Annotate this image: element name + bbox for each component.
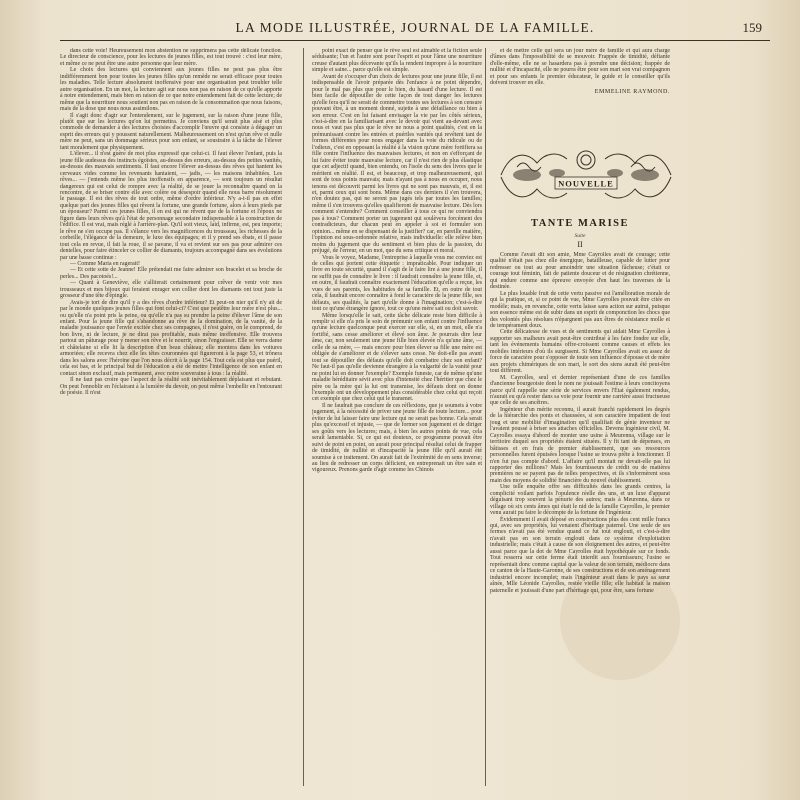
- paragraph: Une telle enquête offre ses difficultés dans les grands centres, la complicité voilant parfois l'opulence réelle des uns, et un luxe d'apparat déguisant trop souvent la pénurie des autres; mais à Meurenna, dans ce village où six cents âmes qui était le nid de la famille Cayrolles, le premier venu aurait pu faire le décompte de la fortune de l'ingénieur.: [490, 484, 670, 517]
- chapter-number: II: [577, 240, 583, 249]
- paragraph: Le choix des lectures qui conviennent aux jeunes filles ne peut pas plus être indifféremment bon pour toutes les jeunes filles qu'un remède ne serait efficace pour toutes les maladies. Telle lecture absolument inoffensive pour une organisation peut troubler telle autre organisation. En un mot, la lecture agit sur nous non pas en raison de ce qu'elle apporte à notre entendement, mais bien en raison de ce que notre entendement fait de cette lecture; de même que la nourriture nous soutient non pas en raison de la consommation que nous faisons, mais de la dose que nous nous assimilons.: [60, 67, 282, 113]
- column-divider: [485, 48, 486, 786]
- paragraph: Même lorsqu'elle le sait, cette tâche délicate reste bien difficile à remplir si elle n'a pris le soin de prémunir son enfant contre l'influence qu'une lecture quelconque peut exercer sur elle, si, en un mot, elle n'a fortifié, sans cesse améliorer et élevé son âme. Je pourrais dire leur âme, car, non seulement une jeune fille bien élevée n'a qu'une âme, — celle de sa mère, — mais encore pour bien élever sa fille une mère est obligée de s'améliorer et de s'élever sans cesse. Ne doit-elle pas avant tout se dépouiller des défauts qu'elle doit combattre chez son enfant? Ne faut-il pas qu'elle devienne étrangère à la vulgarité de la vanité pour ne point lui en donner l'exemple? Exemple funeste, car de même qu'une maladie héréditaire sévit avec plus d'intensité chez l'héritier que chez le père ou la mère qui la lui ont transmise, les défauts dont on donne l'exemple ont un développement plus considérable chez celui qui reçoit cet exemple que chez celui qui le transmet.: [312, 312, 482, 403]
- nouvelle-vignette: [497, 145, 675, 205]
- ornament-leaf: [607, 169, 623, 177]
- paragraph: M. Cayrolles, seul et dernier représentant d'une de ces familles d'ancienne bourgeoisie dont le nom ne jouissait l'estime à leurs concitoyens parce qu'il rappelle une série de services envers l'État également rendus, n'aurait eu qu'à rester dans sa voie pour fournir une carrière aussi fructueuse que celle de ses ancêtres.: [490, 374, 670, 407]
- paragraph: — Quant à Geneviève, elle s'alliterait certainement pour crêver de venir voir mes trousseaux et mes bijoux qui feraient enrager son collier dont les diamants ont tout juste la grosseur d'une tête d'épingle.: [60, 280, 282, 300]
- text-column-3-top: [490, 48, 670, 140]
- ornament-medallion: [577, 151, 595, 169]
- paragraph: Ingénieur d'un mérite reconnu, il aurait franchi rapidement les degrés de la hiérarchie des ponts et chaussées, si son caractère impatient de tout joug et une mobilité d'imagination qu'il qualifiait de génie inventeur ne l'avaient poussé à briser ses attaches officielles. Devenu ingénieur civil, M. Cayrolles essaya d'abord de monter une usine à Meurenna, village sur le territoire duquel ses propriétés étaient situées. Il y fit tant de dépenses, en bâtisses et en frais de premier établissement, que ses ressources personnelles furent épuisées lorsque l'usine se trouva prête à fonctionner. Il n'en fut pas compte d'abord. L'affaire qu'il montait ne devait-elle pas lui rapporter des millions? Mais les fournisseurs de crédit ou de matières premières ne se payent pas de telles perspectives, et ils s'informèrent sous main des moyens de solidité financière du nouvel établissement.: [490, 406, 670, 484]
- ornament-medallion: [581, 155, 591, 165]
- column-divider: [303, 48, 304, 786]
- text-column-1: [60, 48, 282, 786]
- paragraph: — Et cette sotte de Jeanne! Elle prétendait me faire admirer son bracelet et sa broche de perles... Des pacotoés!...: [60, 267, 282, 280]
- ornament-leaf: [549, 169, 565, 177]
- page-number: 159: [742, 20, 762, 35]
- vignette-label: NOUVELLE: [558, 178, 614, 189]
- paragraph: — Comme Maria en ragerait!: [70, 260, 141, 267]
- paragraph: L'élever... il n'est guère de mot plus expressif que celui-ci. Il faut élever l'enfant, puis la jeune fille audessus des instincts égoïstes, au-dessus des erreurs, au-dessus des petites vanités, au-dessus des mauvais sentiments. Il faut encore l'élever au-dessus des rêves qui hantent les cerveaux vides comme les revenants hantaient, — jadis, — les maisons inhabitées. Les rêves... — j'entends même les plus inoffensifs en apparence, — sont toujours un résultat dangereux qui est celui de rompre avec la réalité, de se jouer la reconnaître quand on la rencontre, de se briser contre elle avec colère ou désespoir quand elle nous barre résolument le passage. Il est des rêves de tout ordre, même d'ordre inférieur. N'y a-t-il pas en effet quelque part des jeunes filles qui rêvent la fortune, une grande fortune, alors à leurs pieds par un épouseur? Parmi ces jeunes filles, il en est qui ne rêvent que de la fortune et l'époux ne figure dans leurs rêves qu'à l'état de personnage secondaire indispensable à la construction de l'édifice. Il est vrai, mais réglé à l'arrière-plan. Qu'il soit vieux, laid, infirme, est, peu importe; le rêve ne s'en occupe pas. Il s'élance vers les magnificences du trousseau, les richesses de la corbeille, l'élégance de la demeure, le luxe des équipages; et il y prend ses ébats, et il passe tout cela en revue, il fait la roue, il se pavane, il va et revient sur ses pas pour admirer ces dentelles, pour faire étinceler ce collier de diamants, toujours accompagné dans ses évolutions par une basse continue :: [60, 151, 282, 261]
- text-column-2: [312, 48, 482, 786]
- ornament-leaf: [631, 169, 659, 181]
- author-signature: EMMELINE RAYMOND.: [594, 88, 670, 95]
- paragraph: Il ne faudrait pas conclure de ces réflexions, que je soumets à votre jugement, à la nécessité de priver une jeune fille de toute lecture... pour éviter de lui laisser faire une lecture qui ne serait pas bonne. Cela serait plus qu'excessif et injuste, — que de former son jugement et de diriger ses goûts vers les lectures; mais, à bien les autres points de vue, cela serait lamentable. Si, ce qui est douteux, ce programme pouvait être suivi de point en point, on aurait pour principal résultat celui de frapper de timidité, de nullité et d'incapacité la jeune fille qu'il aurait été soumise à ce traitement. On aurait fait de l'extrémité de en sens inverse; au lieu de redresser un corps déficient, en entreprenait un être sain et vigoureux. Prenons garde d'agir comme les Chinois: [312, 402, 482, 474]
- story-subtitle: Suite: [574, 233, 586, 239]
- journal-title: LA MODE ILLUSTRÉE, JOURNAL DE LA FAMILLE.: [235, 20, 595, 35]
- paragraph: Comme l'avait dit son amie, Mme Cayrolles avait de courage; cette qualité n'était pas chez elle énergique, batailleuse, capable de lutter pour redresser ou tout au pour amoindrir une situation fâcheuse; c'était ce courage tout féminin, fait de patiente douceur et de résignation chrétienne, qui endure comme une épreuve envoyée d'en haut les traverses de la destinée.: [490, 252, 670, 291]
- paragraph: et de mettre celle qui sera un jour mère de famille et qui aura charge d'âmes dans l'impossibilité de se mouvoir. Frappée de timidité, défiante d'elle-même, elle ne se hasardera pas à prendre une décision; frappée de nullité et d'incapacité, elle ne pourra être pour son mari son vrai compagnon et pour ses enfants le premier éducateur, le guide et le conseiller qu'ils doivent trouver en elle.: [490, 48, 670, 87]
- paragraph: Évidemment il avait déposé en constructions plus des cent mille francs qui, avec ses propriétés, lui venaient d'héritage paternel. Une seule de ses fermes n'avait pas été vendue quand ce fut tout englouti, et c'est-à-dire n'avait pas en son terrain englouti dans ce système d'exploitation industrielle; mais c'était à cause de son éloignement des autres, et peut-être aussi parce que la dot de Mme Cayrolles était hypothéquée sur ce fonds. Tout resserra sur cette ferme était interdit aux fournisseurs; l'usine se représentait donc comme capital que la valeur de son terrain, médiocre dans ce canton de la Haute-Garonne, de ses constructions et de son aménagement industriel encore incomplet; mais l'ingénieur avait dans le pays sa sœur aînée, Mlle Léonide Cayrolles, restée vieille fille; elle habitait la maison paternelle et jouissait d'une part d'héritage qui, pour être, sans fortune: [490, 516, 670, 594]
- paragraph: Il ne faut pas croire que l'aspect de la réalité soit inévitablement déplaisant et rebutant. On peut l'ennoblir en l'éclairant à la lumière du devoir, on peut même l'embellir en l'entourant de poésie. Il n'est: [60, 377, 282, 397]
- running-header: [60, 18, 770, 41]
- paragraph: Il s'agit donc d'agir sur l'entendement, sur le jugement, sur la raison d'une jeune fille, plutôt que sur les lectures qu'on lui permettra. Je conviens qu'il serait plus aisé et plus commode de demander à des lectures choisies d'accomplir l'œuvre qui consiste à dégager un esprit des erreurs qui y poussent naturellement. Malheureusement on n'est qu'un rêve et nulle mère ne peut, sans un dommage sérieux pour son enfant, se soustraire à la tâche de l'élever tant moralement que physiquement.: [60, 112, 282, 151]
- paragraph: Vous le voyez, Madame, l'entreprise à laquelle vous me conviez est de celles qui portent cette étiquette : impraticable. Pour indiquer un livre en toute sécurité, quand il s'agit de le faire lire à une jeune fille, il ne suffit pas de connaître le livre : il faudrait connaître la jeune fille, et, en outre, il faudrait connaître exactement l'éducation qu'elle a reçue, les vues de ses parents, les habitudes de sa famille. Et, en outre de tout cela, il faudrait encore connaître à fond le caractère de la jeune fille, ses défauts, ses qualités, la part qu'elle donne à l'imagination; c'est-à-dire tout ce qu'une étrangère ignore, tout ce qu'une mère sait ou doit savoir.: [312, 254, 482, 313]
- story-title: TANTE MARISE: [530, 218, 630, 229]
- paragraph: Cette délicatesse de vues et de sentiments qui aidait Mme Cayrolles à supporter ses malheurs avait peut-être contribué à les faire fondre sur elle, tant les événements humains offre-croissent comme causes et effets les mobiles intérieurs d'où ils surgissent. Si Mme Cayrolles avait eu assez de force de caractère pour s'opposer de toute son influence d'épouse et de mère aux projets chimériques de son mari, le sort des siens aurait été peut-être tout différent.: [490, 329, 670, 375]
- text-column-3-story: [490, 252, 670, 786]
- ornament-leaf: [513, 169, 541, 181]
- paragraph: Avais-je tort de dire qu'il y a des rêves d'ordre inférieur? Et peut-on nier qu'il n'y ait de par le monde quelques jeunes filles qui font celui-ci? C'est que peutêtre leur mère n'est plus... ou qu'elle n'a point pris la peine, ou qu'elle n'a pas su prendre la peine d'élever l'âme de son enfant. Pour la jeune fille qui s'abandonne au rêve de la domination, de la vanité, de la maladie jouissance que l'envie excitée chez ses compagnes, il n'est guère, on le comprend, de bon livre, ni de lecture, je ne dirai pas profitable, mais même inoffensive. Elle trouvera partout un pâturage pour y mener son rêve et le nourrir, sinon l'engraisser. Elle se verra dame et châtelaine si elle lit la description d'un beau château; elle montera dans les voitures armoriées; elle recevra chez elle les têtes couronnées qui figureront à la page 53, et trônera dans les salons avec l'héroïne que l'on nous décrit à la page 154. Tout cela est plus que puéril, cela est bas, et le principal but de l'éducation a été de mettre l'intelligence de son enfant en contact sinon exclusif, mais permanent, avec notre souveraine à tous : la réalité.: [60, 299, 282, 377]
- paragraph: dans cette voie! Heureusement mon abstention ne supprimera pas cette délicate fonction. Le directeur de conscience, pour les lectures de jeunes filles, est tout trouvé : c'est leur mère, et même ce ne peut être une autre personne que leur mère.: [60, 48, 282, 67]
- paragraph: Avant de s'occuper d'un choix de lectures pour une jeune fille, il est indispensable de l'avoir préparée dès l'enfance à ne point dépendre, pour le mal pas plus que pour le bien, du hasard d'une lecture. Il est bien facile de dépouiller de cette façon de tout danger les lectures qu'elle fera qu'il ne serait de commettre toutes ses lectures à son censure pouvant être, à un moment donné, sujette à une défaillance ou bien à son erreur. C'est en lui faisant envisager la vie par les côtés sérieux, c'est-à-dire en la familiarisant avec le devoir qui vient au-devant avec nous et vaut pas plus que le rêve ne nous a point qualités, c'est en la prémunissant contre les entrées et puériles vanités qui revêtent tant de formes différentes pour nous engager dans la voie du ridicule ou de l'odieux, c'est en opposant la réalité à la vision qu'une mère fortifiera sa fille contre l'influence des mauvaises lectures, et non en s'efforçant de lui faire éviter toute mauvaise lecture, car il n'est rien de plus élastique que cet adjectif quand, bien entendu, on l'isole du sens des livres que le méritent en réalité. Il est, et beaucoup, et trop malheureusement, qui sont de tous points mauvais; mais n'ayant pas à nous en occuper, nous tenons est découvrit parmi les livres qui ne sont pas mauvais, et, il est et, parmi ceux qui sont bons. Même dans ces derniers il s'en trouvera, n'en doutez pas, qui ne seront pas jugés tels par toutes les familles; même il s'en trouvera qu'elles qualifieront de mauvaise lecture. Dès lors comment s'entendre? Comment conseiller à tous ce qui ne conviendra pas à tous? Comment porter un jugement qui soulèvera forcément des contradicteurs, dur chacun peut en appeler à soi et formuler son opinion... même en se dispensant de la justifier? car, en pareille matière, l'opinion est sous-ordonnée relative, mais individuelle: elle relève bien moins du jugement que du sentiment et bien plus de la passion, du préjugé, de l'erreur, en un mot, que du sens critique et moral.: [312, 73, 482, 255]
- paragraph: Le plus louable fruit de cette vertu passive est l'amélioration morale de qui la pratique, et, si ce point de vue, Mme Cayrolles pouvait être citée en modèle; mais, en revanche, cette vertu laisse sans action sur autrui, puisque son essence même est de subir dans un esprit de componction les chocs que des volontés plus résolues n'épargnent pas aux êtres de résistance molle et de tempérament doux.: [490, 290, 670, 329]
- paragraph: point exact de penser que le rêve seul est aimable et la fiction seule séduisante; l'un et l'autre sont pour l'esprit et pour l'âme une nourriture creuse d'autant plus décevante qu'ils la rendent impropre à la nourriture simple et saine... parce qu'elle est simple.: [312, 48, 482, 74]
